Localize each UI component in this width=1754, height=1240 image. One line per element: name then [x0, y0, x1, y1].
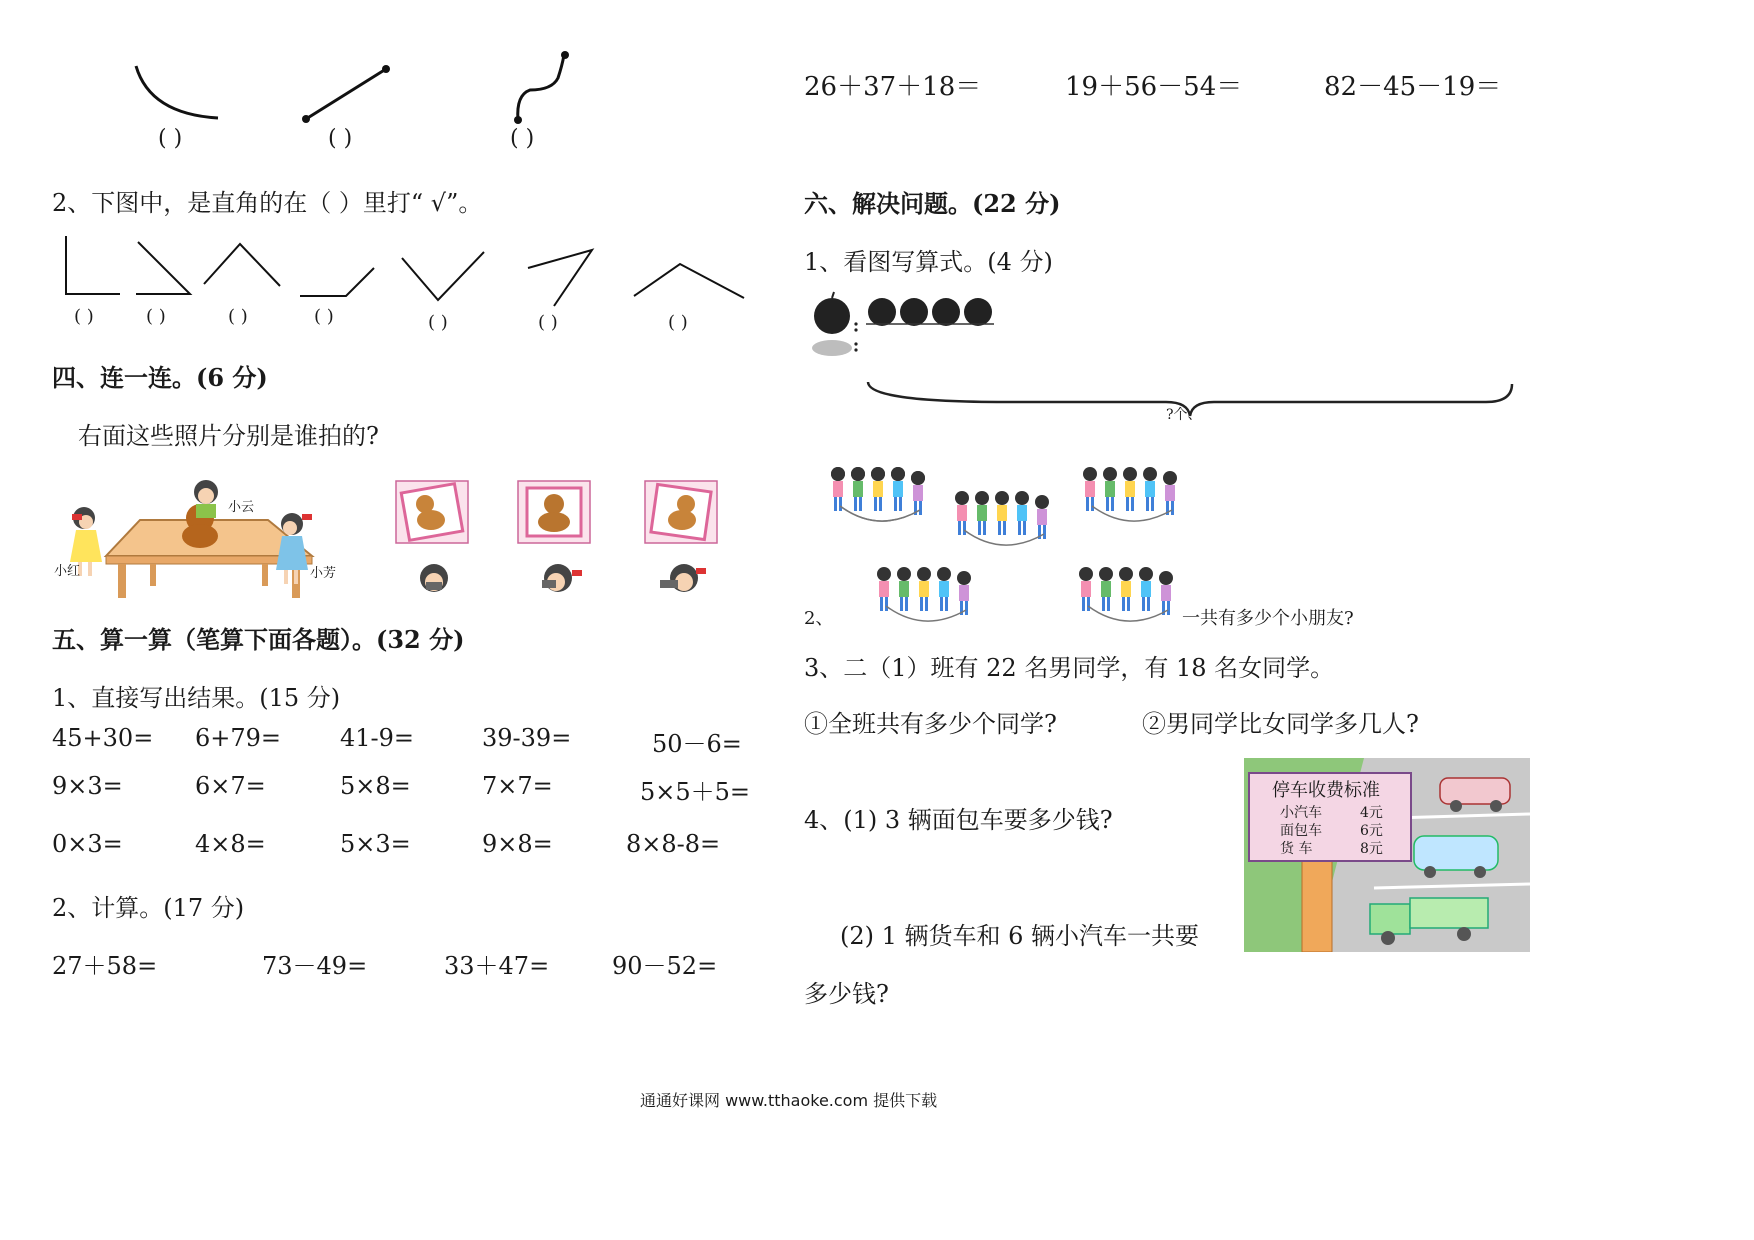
calc-4-3: 33＋47= [444, 952, 550, 980]
section-6-q2-text: 一共有多少个小朋友? [1182, 608, 1354, 629]
paren-angle-7[interactable]: ( ) [668, 312, 688, 333]
paren-angle-1[interactable]: ( ) [74, 306, 94, 327]
sign-row-truck-price: 8元 [1360, 841, 1383, 857]
section-5-sub2: 2、计算。(17 分) [52, 894, 245, 922]
paren-angle-3[interactable]: ( ) [228, 306, 248, 327]
sign-row-van-name: 面包车 [1280, 823, 1322, 839]
calc-1-3: 41-9= [340, 724, 415, 752]
section-5-title: 五、算一算（笔算下面各题）。(32 分) [52, 625, 465, 654]
angle-question: 2、下图中，是直角的在（ ）里打“ √”。 [52, 189, 483, 217]
paren-angle-5[interactable]: ( ) [428, 312, 448, 333]
calc-4-4: 90－52= [612, 952, 718, 980]
calc-3-4: 9×8= [482, 830, 553, 858]
calc-right-2: 19＋56－54＝ [1065, 72, 1243, 102]
calc-2-4: 7×7= [482, 772, 553, 800]
photo-1 [395, 480, 469, 544]
calc-1-2: 6+79= [195, 724, 282, 752]
calc-2-1: 9×3= [52, 772, 123, 800]
calc-1-5: 50－6= [652, 730, 742, 758]
calc-right-3: 82－45－19＝ [1324, 72, 1502, 102]
brace-label: ?个、 [1166, 407, 1202, 423]
name-xiaofang: 小芳 [310, 566, 337, 581]
paren-line-2[interactable]: ( ) [328, 126, 353, 151]
children-groups-illustration [830, 464, 1390, 614]
photo-2 [517, 480, 591, 544]
sign-row-truck-name: 货 车 [1280, 841, 1313, 857]
photographer-head-1 [414, 562, 454, 596]
section-6-q4a: 4、(1) 3 辆面包车要多少钱? [804, 806, 1113, 834]
section-6-title: 六、解决问题。(22 分) [804, 189, 1061, 218]
paren-angle-2[interactable]: ( ) [146, 306, 166, 327]
section-6-q2-number: 2、 [804, 608, 834, 629]
calc-1-1: 45+30= [52, 724, 154, 752]
paren-angle-4[interactable]: ( ) [314, 306, 334, 327]
footer-credit: 通通好课网 www.tthaoke.com 提供下载 [640, 1091, 938, 1110]
calc-2-2: 6×7= [195, 772, 266, 800]
calc-2-5: 5×5＋5= [640, 778, 751, 806]
calc-right-1: 26＋37＋18＝ [804, 72, 982, 102]
table-scene-illustration [50, 478, 350, 608]
section-6-q1: 1、看图写算式。(4 分) [804, 248, 1053, 276]
calc-3-2: 4×8= [195, 830, 266, 858]
photographer-head-2 [534, 562, 584, 596]
section-4-question: 右面这些照片分别是谁拍的? [78, 422, 379, 450]
section-6-q3: 3、二（1）班有 22 名男同学，有 18 名女同学。 [804, 654, 1335, 682]
section-5-sub1: 1、直接写出结果。(15 分) [52, 684, 341, 712]
calc-2-3: 5×8= [340, 772, 411, 800]
calc-3-5: 8×8-8= [626, 830, 721, 858]
paren-line-1[interactable]: ( ) [158, 126, 183, 151]
sign-row-car-name: 小汽车 [1280, 805, 1322, 821]
parking-fee-illustration [1244, 758, 1530, 952]
photographer-head-3 [656, 562, 708, 596]
photo-3 [644, 480, 718, 544]
calc-3-1: 0×3= [52, 830, 123, 858]
section-6-q4b-line1: (2) 1 辆货车和 6 辆小汽车一共要 [840, 922, 1200, 950]
angle-figures [0, 230, 760, 320]
parking-fee-sign [1248, 772, 1412, 862]
paren-line-3[interactable]: ( ) [510, 126, 535, 151]
sign-row-van-price: 6元 [1360, 823, 1383, 839]
calc-4-2: 73－49= [262, 952, 368, 980]
section-4-title: 四、连一连。(6 分) [52, 363, 268, 392]
sign-row-car-price: 4元 [1360, 805, 1383, 821]
section-6-q4b-line2: 多少钱? [804, 980, 889, 1008]
sign-title: 停车收费标准 [1272, 780, 1380, 801]
section-6-q3b: ②男同学比女同学多几人? [1142, 710, 1419, 738]
calc-3-3: 5×3= [340, 830, 411, 858]
calc-1-4: 39-39= [482, 724, 572, 752]
calc-4-1: 27＋58= [52, 952, 158, 980]
name-xiaohong: 小红 [54, 564, 81, 579]
name-xiaoyun: 小云 [228, 500, 255, 515]
section-6-q3a: ①全班共有多少个同学? [804, 710, 1057, 738]
paren-angle-6[interactable]: ( ) [538, 312, 558, 333]
